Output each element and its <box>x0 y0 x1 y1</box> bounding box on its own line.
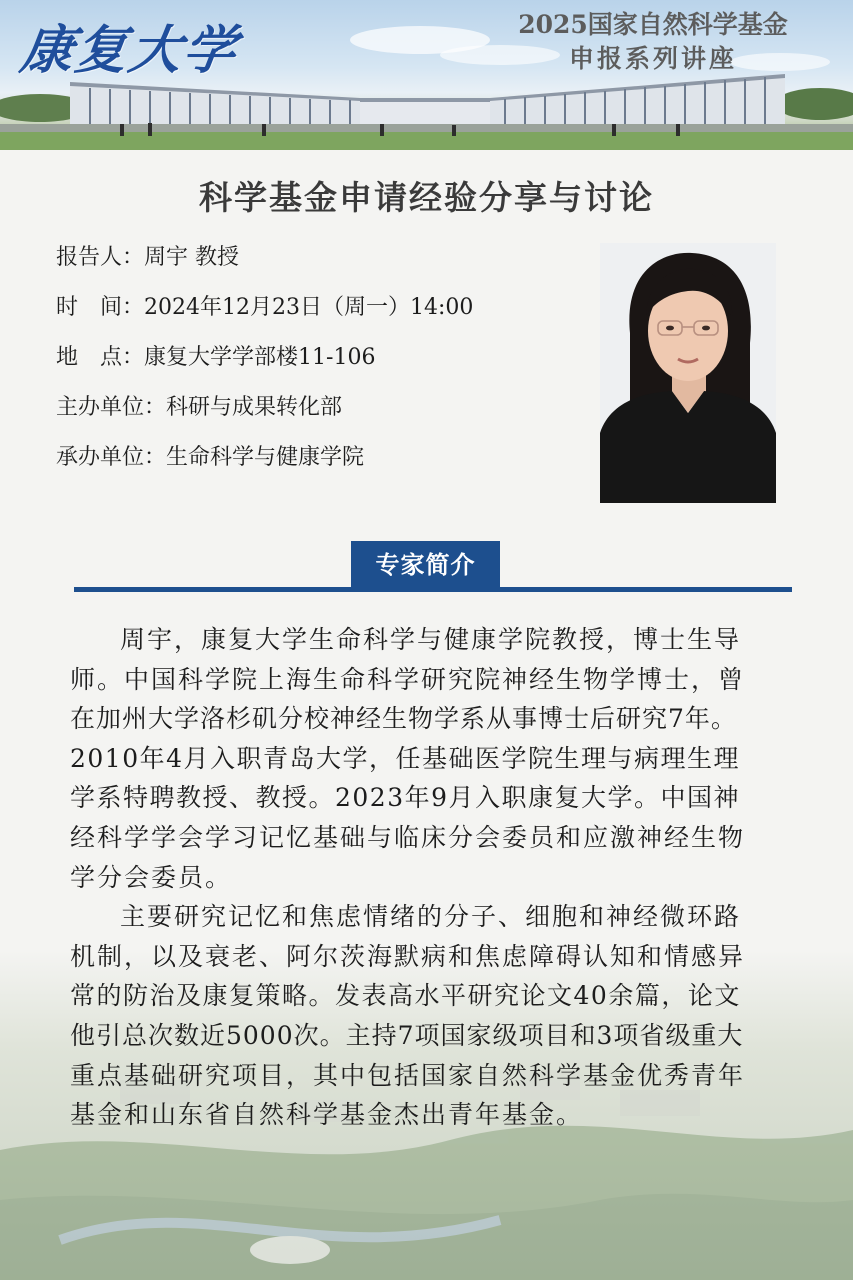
section-title: 专家简介 <box>351 541 500 589</box>
info-label: 时 间： <box>56 295 145 320</box>
bio-line: 学系特聘教授、教授。2023年9月入职康复大学。中国神 <box>70 783 741 813</box>
info-location <box>56 340 473 390</box>
info-organizer <box>56 390 473 440</box>
header-banner <box>0 0 853 150</box>
lecture-info <box>56 240 473 490</box>
info-label: 主办单位： <box>56 395 167 420</box>
university-logo: 康复大学 <box>17 20 242 81</box>
info-host <box>56 440 473 490</box>
info-time <box>56 290 473 340</box>
bio-line: 周宇，康复大学生命科学与健康学院教授，博士生导 <box>120 625 742 654</box>
lecture-series-title <box>493 8 813 76</box>
bio-line: 经科学学会学习记忆基础与临床分会委员和应激神经生物 <box>70 822 746 852</box>
bio-line: 主要研究记忆和焦虑情绪的分子、细胞和神经微环路 <box>120 902 742 932</box>
lecture-title: 科学基金申请经验分享与讨论 <box>199 178 654 217</box>
info-label: 地 点： <box>56 345 145 370</box>
bio-line: 2010年4月入职青岛大学，任基础医学院生理与病理生理 <box>70 743 741 773</box>
bio-line: 机制，以及衰老、阿尔茨海默病和焦虑障碍认知和情感异 <box>70 941 746 971</box>
bio-line: 他引总次数近5000次。主持7项国家级项目和3项省级重大 <box>70 1020 744 1050</box>
info-speaker <box>56 240 473 290</box>
bio-line: 基金和山东省自然科学基金杰出青年基金。 <box>70 1100 584 1130</box>
bio-line: 学分会委员。 <box>70 862 233 892</box>
bio-line: 在加州大学洛杉矶分校神经生物学系从事博士后研究7年。 <box>70 704 737 734</box>
info-value: 周宇 教授 <box>144 245 240 270</box>
info-value: 2024年12月23日（周一）14:00 <box>144 295 474 320</box>
info-label: 承办单位： <box>56 445 167 470</box>
info-value: 生命科学与健康学院 <box>166 445 365 470</box>
info-label: 报告人： <box>56 245 145 270</box>
speaker-photo <box>600 243 776 503</box>
series-line-1: 2025国家自然科学基金 <box>518 10 788 39</box>
bio-line: 常的防治及康复策略。发表高水平研究论文40余篇，论文 <box>70 981 741 1011</box>
info-value: 康复大学学部楼11-106 <box>144 345 376 370</box>
bio-line: 师。中国科学院上海生命科学研究院神经生物学博士，曾 <box>70 664 746 694</box>
expert-biography <box>70 620 830 1135</box>
info-value: 科研与成果转化部 <box>166 395 343 420</box>
bio-line: 重点基础研究项目，其中包括国家自然科学基金优秀青年 <box>70 1060 746 1090</box>
series-line-2: 申报系列讲座 <box>568 44 737 73</box>
